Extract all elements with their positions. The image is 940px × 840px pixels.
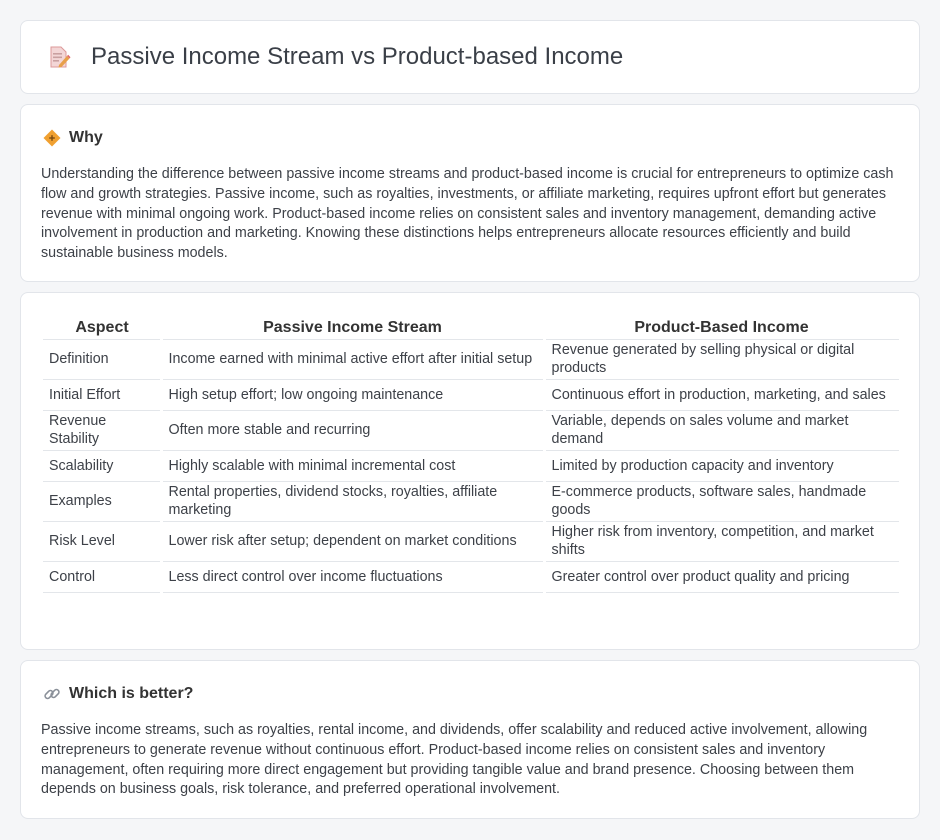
table-row: [43, 481, 899, 521]
aspect-cell: Examples: [43, 481, 161, 521]
better-heading-row: [21, 661, 919, 705]
product-cell: Limited by production capacity and inventory: [544, 450, 899, 481]
passive-cell: Less direct control over income fluctuations: [161, 561, 544, 592]
table-row: [43, 410, 899, 450]
aspect-cell: Scalability: [43, 450, 161, 481]
table-row: [43, 339, 899, 379]
better-text: Passive income streams, such as royalties, rental income, and dividends, offer scalability and reduced active involvement, allowing entrepreneurs to generate revenue without continuous effort. Product-based income relies on consistent sales and inventory management, often requiring more direct engagement but providing tangible value and brand presence. Choosing between them depends on business goals, risk tolerance, and preferred operational involvement.: [41, 722, 868, 798]
why-section: [20, 104, 920, 282]
column-header-aspect: Aspect: [43, 313, 161, 339]
aspect-cell: Initial Effort: [43, 379, 161, 410]
title-row: [21, 21, 919, 93]
aspect-cell: Revenue Stability: [43, 410, 161, 450]
table-row: [43, 379, 899, 410]
table-row: [43, 450, 899, 481]
why-text: Understanding the difference between passive income streams and product-based income is crucial for entrepreneurs to optimize cash flow and growth strategies. Passive income, such as royalties, investments, or affiliate marketing, requires upfront effort but generates revenue with minimal ongoing work. Product-based income relies on consistent sales and inventory management, demanding active involvement in production and marketing. Knowing these distinctions helps entrepreneurs allocate resources efficiently and build sustainable business models.: [41, 166, 894, 262]
passive-cell: Income earned with minimal active effort after initial setup: [161, 339, 544, 379]
passive-cell: High setup effort; low ongoing maintenance: [161, 379, 544, 410]
column-header-passive: Passive Income Stream: [161, 313, 544, 339]
product-cell: Continuous effort in production, marketing, and sales: [544, 379, 899, 410]
passive-cell: Highly scalable with minimal incremental cost: [161, 450, 544, 481]
product-cell: Higher risk from inventory, competition, and market shifts: [544, 521, 899, 561]
why-heading-row: [21, 105, 919, 149]
comparison-section: [20, 292, 920, 650]
why-heading: Why: [69, 129, 103, 146]
title-card: [20, 20, 920, 94]
product-cell: E-commerce products, software sales, handmade goods: [544, 481, 899, 521]
page-title: Passive Income Stream vs Product-based Income: [91, 43, 624, 70]
table-row: [43, 561, 899, 592]
aspect-cell: Definition: [43, 339, 161, 379]
diamond-sign-icon: [43, 129, 61, 147]
comparison-table: [43, 313, 899, 593]
product-cell: Variable, depends on sales volume and market demand: [544, 410, 899, 450]
aspect-cell: Risk Level: [43, 521, 161, 561]
better-heading: Which is better?: [69, 685, 194, 702]
table-header-row: [43, 313, 899, 339]
better-section: [20, 660, 920, 819]
aspect-cell: Control: [43, 561, 161, 592]
link-icon: [43, 685, 61, 703]
document-pencil-icon: [47, 45, 71, 69]
table-row: [43, 521, 899, 561]
product-cell: Greater control over product quality and pricing: [544, 561, 899, 592]
product-cell: Revenue generated by selling physical or digital products: [544, 339, 899, 379]
passive-cell: Often more stable and recurring: [161, 410, 544, 450]
passive-cell: Rental properties, dividend stocks, royalties, affiliate marketing: [161, 481, 544, 521]
passive-cell: Lower risk after setup; dependent on market conditions: [161, 521, 544, 561]
column-header-product: Product-Based Income: [544, 313, 899, 339]
